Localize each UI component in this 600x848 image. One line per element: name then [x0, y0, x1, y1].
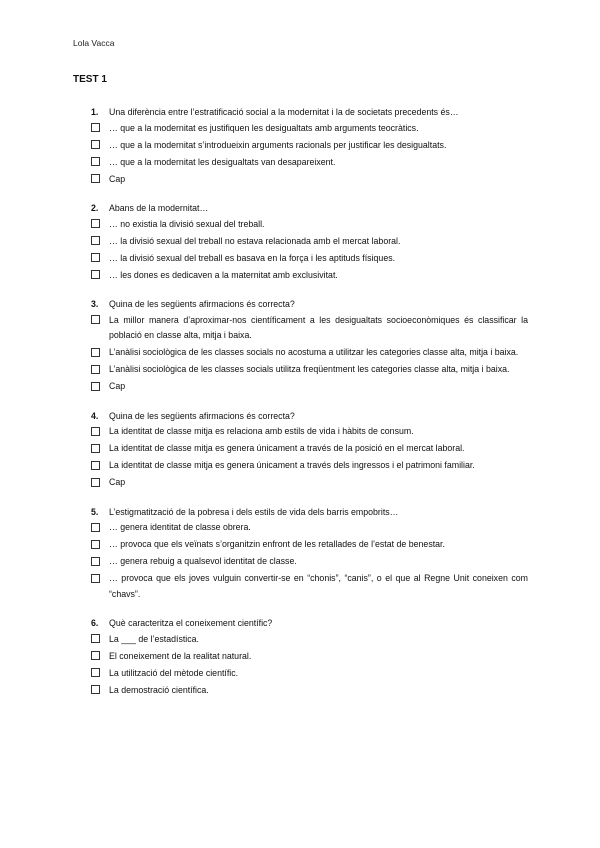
checkbox[interactable] [91, 315, 100, 324]
checkbox[interactable] [91, 157, 100, 166]
checkbox[interactable] [91, 236, 100, 245]
checkbox[interactable] [91, 253, 100, 262]
answer-option[interactable] [91, 268, 528, 284]
option-text: La ___ de l’estadística. [109, 633, 199, 644]
question-text: Què caracteritza el coneixement científic? [109, 618, 273, 628]
checkbox[interactable] [91, 634, 100, 643]
question-6 [91, 617, 528, 698]
question-5 [91, 506, 528, 603]
option-text: L’anàlisi sociològica de les classes socials no acostuma a utilitzar les categories classe alta, mitja i baixa. [109, 347, 519, 357]
option-text: La utilització del mètode científic. [109, 667, 239, 678]
option-text: L’anàlisi sociològica de les classes socials utilitza freqüentment les categories classe alta, mitja i baixa. [109, 364, 510, 374]
question-text: L’estigmatització de la pobresa i dels estils de vida dels barris empobrits… [109, 506, 399, 517]
checkbox[interactable] [91, 382, 100, 391]
checkbox[interactable] [91, 574, 100, 583]
option-text: … provoca que els joves vulguin convertir-se en “chonis”, “canis”, o el que al Regne Unit coneixen com “chavs”. [109, 573, 528, 599]
checkbox[interactable] [91, 174, 100, 183]
checkbox[interactable] [91, 668, 100, 677]
answer-option[interactable] [91, 251, 528, 267]
question-number: 3. [91, 299, 99, 309]
answer-option[interactable] [91, 666, 528, 682]
checkbox[interactable] [91, 348, 100, 357]
option-text: … no existia la divisió sexual del treball. [109, 218, 265, 229]
checkbox[interactable] [91, 557, 100, 566]
answer-option[interactable] [91, 683, 528, 699]
checkbox[interactable] [91, 219, 100, 228]
option-text: Cap [109, 173, 126, 184]
question-header [91, 506, 528, 519]
checkbox[interactable] [91, 685, 100, 694]
question-2 [91, 202, 528, 283]
question-number: 6. [91, 618, 99, 628]
option-text: … que a la modernitat s’introdueixin arguments racionals per justificar les desigualtats. [109, 139, 447, 150]
answer-option[interactable] [91, 121, 528, 137]
question-text: Quina de les següents afirmacions és correcta? [109, 410, 295, 421]
checkbox[interactable] [91, 523, 100, 532]
answer-option[interactable] [91, 458, 528, 474]
question-number: 1. [91, 107, 99, 117]
option-text: La identitat de classe mitja es genera únicament a través dels ingressos i el patrimoni familiar. [109, 460, 475, 470]
question-list [91, 106, 528, 713]
option-text: … genera identitat de classe obrera. [109, 522, 251, 532]
question-number: 4. [91, 410, 99, 421]
answer-option[interactable] [91, 345, 528, 361]
question-header [91, 410, 528, 423]
option-text: El coneixement de la realitat natural. [109, 650, 252, 661]
question-text: Quina de les següents afirmacions és correcta? [109, 299, 295, 309]
author-name: Lola Vacca [73, 38, 115, 48]
answer-option[interactable] [91, 217, 528, 233]
question-number: 2. [91, 203, 99, 213]
answer-option[interactable] [91, 520, 528, 536]
answer-option[interactable] [91, 138, 528, 154]
option-text: Cap [109, 477, 126, 487]
answer-option[interactable] [91, 313, 528, 344]
checkbox[interactable] [91, 123, 100, 132]
checkbox[interactable] [91, 478, 100, 487]
question-4 [91, 410, 528, 491]
option-text: … genera rebuig a qualsevol identitat de classe. [109, 556, 297, 566]
test-title: TEST 1 [73, 74, 107, 85]
checkbox[interactable] [91, 540, 100, 549]
answer-option[interactable] [91, 379, 528, 395]
checkbox[interactable] [91, 270, 100, 279]
option-text: Cap [109, 381, 126, 391]
answer-option[interactable] [91, 649, 528, 665]
question-1 [91, 106, 528, 187]
answer-option[interactable] [91, 475, 528, 491]
answer-option[interactable] [91, 362, 528, 378]
question-3 [91, 298, 528, 395]
question-header [91, 106, 528, 119]
question-header [91, 202, 528, 215]
checkbox[interactable] [91, 427, 100, 436]
question-text: Una diferència entre l’estratificació social a la modernitat i la de societats precedents és… [109, 107, 459, 117]
question-number: 5. [91, 506, 99, 517]
option-text: … la divisió sexual del treball no estava relacionada amb el mercat laboral. [109, 235, 401, 246]
answer-option[interactable] [91, 172, 528, 188]
option-text: … que a la modernitat les desigualtats van desapareixent. [109, 156, 336, 167]
answer-option[interactable] [91, 632, 528, 648]
answer-option[interactable] [91, 554, 528, 570]
option-text: … que a la modernitat es justifiquen les desigualtats amb arguments teocràtics. [109, 122, 419, 133]
checkbox[interactable] [91, 140, 100, 149]
option-text: La demostració científica. [109, 684, 209, 695]
checkbox[interactable] [91, 365, 100, 374]
question-header [91, 298, 528, 311]
checkbox[interactable] [91, 651, 100, 660]
question-text: Abans de la modernitat… [109, 203, 209, 213]
checkbox[interactable] [91, 461, 100, 470]
option-text: La identitat de classe mitja es relaciona amb estils de vida i hàbits de consum. [109, 426, 414, 436]
option-text: La identitat de classe mitja es genera únicament a través de la posició en el mercat laboral. [109, 443, 465, 453]
option-text: … provoca que els veïnats s’organitzin enfront de les retallades de l’estat de benestar. [109, 539, 445, 549]
answer-option[interactable] [91, 424, 528, 440]
answer-option[interactable] [91, 537, 528, 553]
option-text: La millor manera d’aproximar-nos científicament a les desigualtats socioeconòmiques és classificar la població en classe alta, mitja i baixa. [109, 314, 528, 340]
option-text: … les dones es dedicaven a la maternitat amb exclusivitat. [109, 269, 338, 280]
question-header [91, 617, 528, 630]
answer-option[interactable] [91, 441, 528, 457]
answer-option[interactable] [91, 571, 528, 602]
answer-option[interactable] [91, 155, 528, 171]
checkbox[interactable] [91, 444, 100, 453]
option-text: … la divisió sexual del treball es basava en la força i les aptituds físiques. [109, 252, 396, 263]
answer-option[interactable] [91, 234, 528, 250]
